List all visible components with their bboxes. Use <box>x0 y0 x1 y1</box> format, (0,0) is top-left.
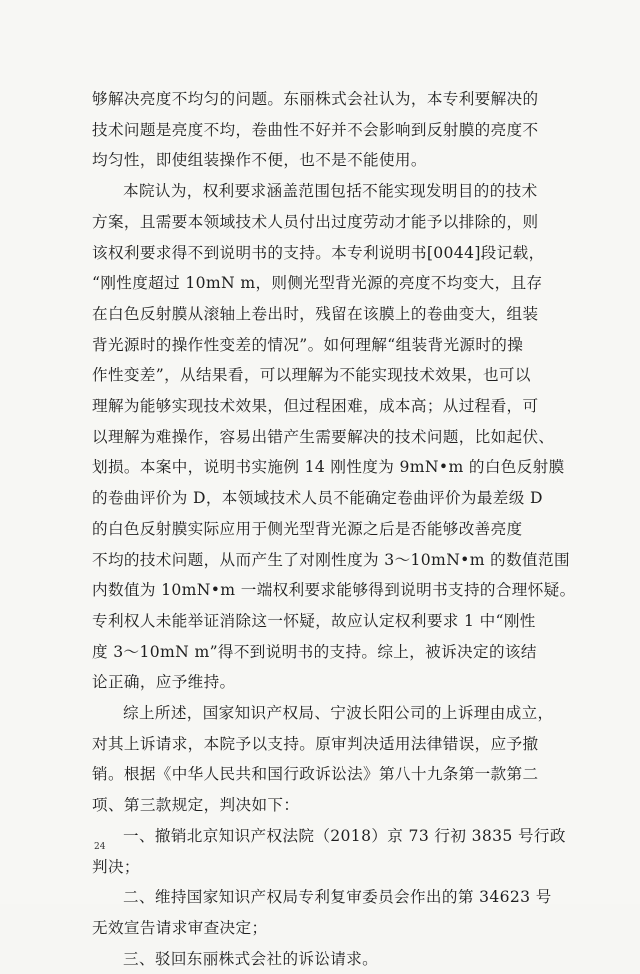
text-line: 作性变差”，从结果看，可以理解为不能实现技术效果，也可以 <box>92 366 531 385</box>
text-line: 方案，且需要本领域技术人员付出过度劳动才能予以排除的，则 <box>92 212 539 231</box>
text-line: 技术问题是亮度不均，卷曲性不好并不会影响到反射膜的亮度不 <box>92 120 539 139</box>
text-line: 以理解为难操作，容易出错产生需要解决的技术问题，比如起伏、 <box>92 427 555 446</box>
text-line: 度 3～10mN m”得不到说明书的支持。综上，被诉决定的该结 <box>92 642 537 661</box>
judgment-body-text <box>92 84 576 974</box>
text-line: 论正确，应予维持。 <box>92 673 236 692</box>
text-line: “刚性度超过 10mN m，则侧光型背光源的亮度不均变大，且存 <box>92 274 543 293</box>
text-line: 理解为能够实现技术效果，但过程困难，成本高；从过程看，可 <box>92 397 539 416</box>
text-line: 内数值为 10mN•m 一端权利要求能够得到说明书支持的合理怀疑。 <box>92 581 576 600</box>
text-line: 均匀性，即使组装操作不便，也不是不能使用。 <box>92 151 427 170</box>
text-line: 划损。本案中，说明书实施例 14 刚性度为 9mN•m 的白色反射膜 <box>92 458 565 477</box>
text-line: 销。根据《中华人民共和国行政诉讼法》第八十九条第一款第二 <box>92 765 539 784</box>
text-line: 的卷曲评价为 D，本领域技术人员不能确定卷曲评价为最差级 D <box>92 489 543 508</box>
text-line: 专利权人未能举证消除这一怀疑，故应认定权利要求 1 中“刚性 <box>92 611 536 630</box>
paragraph-start-line: 本院认为，权利要求涵盖范围包括不能实现发明目的的技术 <box>123 182 538 201</box>
judgment-item-line: 二、维持国家知识产权局专利复审委员会作出的第 34623 号 <box>123 888 552 907</box>
text-line: 对其上诉请求，本院予以支持。原审判决适用法律错误，应予撤 <box>92 734 539 753</box>
judgment-item-line: 三、驳回东丽株式会社的诉讼请求。 <box>123 949 379 968</box>
page-number: 24 <box>94 842 106 852</box>
text-line: 不均的技术问题，从而产生了对刚性度为 3～10mN•m 的数值范围 <box>92 550 570 569</box>
text-line: 无效宣告请求审查决定； <box>92 918 268 937</box>
text-line: 够解决亮度不均匀的问题。东丽株式会社认为，本专利要解决的 <box>92 90 539 108</box>
text-line: 的白色反射膜实际应用于侧光型背光源之后是否能够改善亮度 <box>92 519 523 538</box>
text-line: 该权利要求得不到说明书的支持。本专利说明书[0044]段记载， <box>92 243 545 262</box>
text-line: 背光源时的操作性变差的情况”。如何理解“组装背光源时的操 <box>92 335 524 354</box>
text-line: 判决； <box>92 857 140 876</box>
text-line: 项、第三款规定，判决如下： <box>92 796 300 815</box>
paragraph-start-line: 综上所述，国家知识产权局、宁波长阳公司的上诉理由成立， <box>123 704 554 723</box>
text-line: 在白色反射膜从滚轴上卷出时，残留在该膜上的卷曲变大，组装 <box>92 304 539 323</box>
judgment-item-line: 一、撤销北京知识产权法院（2018）京 73 行初 3835 号行政 <box>123 826 566 845</box>
